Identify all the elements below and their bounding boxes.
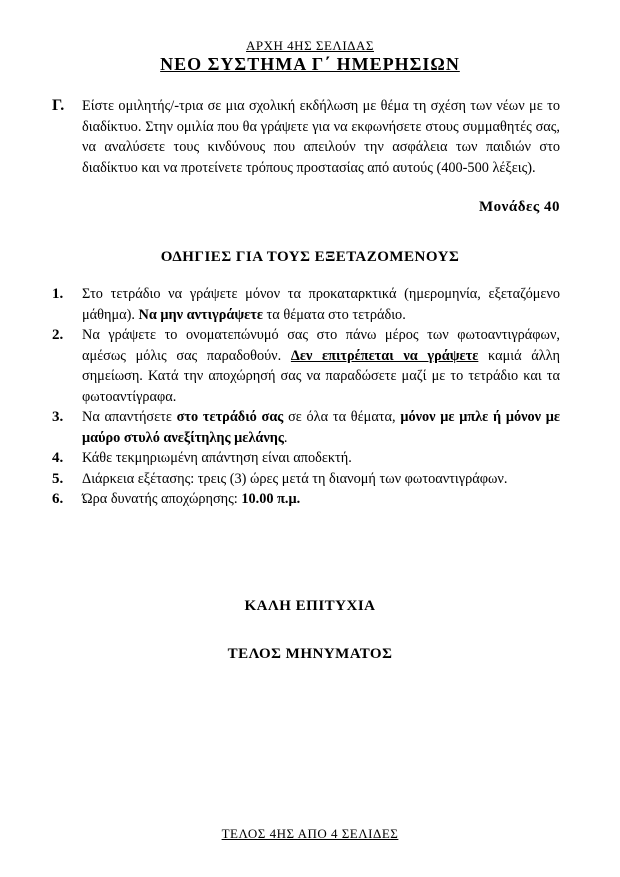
instruction-emphasis: Να μην αντιγράψετε [138,306,263,323]
instruction-text-part: Να απαντήσετε [82,409,177,425]
instruction-number: 6. [52,491,64,507]
exam-title: ΝΕΟ ΣΥΣΤΗΜΑ Γ΄ ΗΜΕΡΗΣΙΩΝ [160,54,460,74]
instruction-item [52,407,560,448]
instruction-emphasis: στο τετράδιό σας [176,409,284,425]
instruction-text-part: Στο τετράδιο να γράψετε μόνον τα προκαταρκτικά (ημερομηνία, εξεταζόμενο μάθημα). [82,286,560,323]
page-start-header: ΑΡΧΗ 4ΗΣ ΣΕΛΙΔΑΣ [246,38,374,53]
instruction-text [82,489,560,510]
instructions-list [52,284,560,510]
marks-label: Μονάδες 40 [478,199,560,215]
instruction-text-part: . [283,429,288,446]
instruction-text: Διάρκεια εξέτασης: τρεις (3) ώρες μετά τη διανομή των φωτοαντιγράφων. [82,470,508,487]
instruction-item [52,325,560,407]
question-text: Είστε ομιλητής/-τρια σε μια σχολική εκδήλωση με θέμα τη σχέση των νέων με το διαδίκτυο. Στην ομιλία που θα γράψετε για να εκφωνήσετε στους συμμαθητές σας, να αναλύσετε τους κινδύνους που απειλούν την ασφάλεια των παιδιών στο διαδίκτυο και να προτείνετε τρόπους προστασίας από αυτούς (400-500 λέξεις). [82,98,560,176]
instruction-number: 3. [52,409,64,425]
instruction-text-part: τα θέματα στο τετράδιο. [262,306,406,323]
good-luck-text: ΚΑΛΗ ΕΠΙΤΥΧΙΑ [244,598,376,614]
instruction-item [52,469,560,490]
instruction-text-part: καμιά άλλη σημείωση. Κατά την αποχώρησή σας να παραδώσετε μαζί με το τετράδιο και τα φωτοαντίγραφα. [82,347,560,405]
page-end-footer: ΤΕΛΟΣ 4ΗΣ ΑΠΟ 4 ΣΕΛΙΔΕΣ [221,826,399,841]
instruction-text [82,407,560,448]
instruction-number: 4. [52,450,64,466]
instructions-title: ΟΔΗΓΙΕΣ ΓΙΑ ΤΟΥΣ ΕΞΕΤΑΖΟΜΕΝΟΥΣ [160,249,460,265]
question-letter: Γ. [52,97,65,114]
instruction-text-part: σε όλα τα θέματα, [283,409,401,425]
instruction-number: 1. [52,286,64,302]
instruction-text: Κάθε τεκμηριωμένη απάντηση είναι αποδεκτή. [82,450,352,466]
instruction-text-part: Ώρα δυνατής αποχώρησης: [82,491,242,507]
instruction-number: 5. [52,470,64,487]
instruction-text-part: Να γράψετε το ονοματεπώνυμό σας στο πάνω μέρος των φωτοαντιγράφων, αμέσως μόλις σας παραδοθούν. [82,327,560,364]
instruction-number: 2. [52,327,64,343]
end-of-message-text: ΤΕΛΟΣ ΜΗΝΥΜΑΤΟΣ [227,646,393,662]
question-block [52,96,560,178]
instruction-emphasis: 10.00 π.μ. [241,491,301,507]
instruction-emphasis-underlined: Δεν επιτρέπεται να γράψετε [290,347,479,364]
instruction-emphasis: μόνον με μπλε ή μόνον με μαύρο στυλό ανεξίτηλης μελάνης [82,409,561,446]
instruction-item [52,489,560,510]
instruction-text [82,284,560,325]
instruction-item [52,448,560,469]
instruction-text [82,325,560,407]
instruction-item [52,284,560,325]
